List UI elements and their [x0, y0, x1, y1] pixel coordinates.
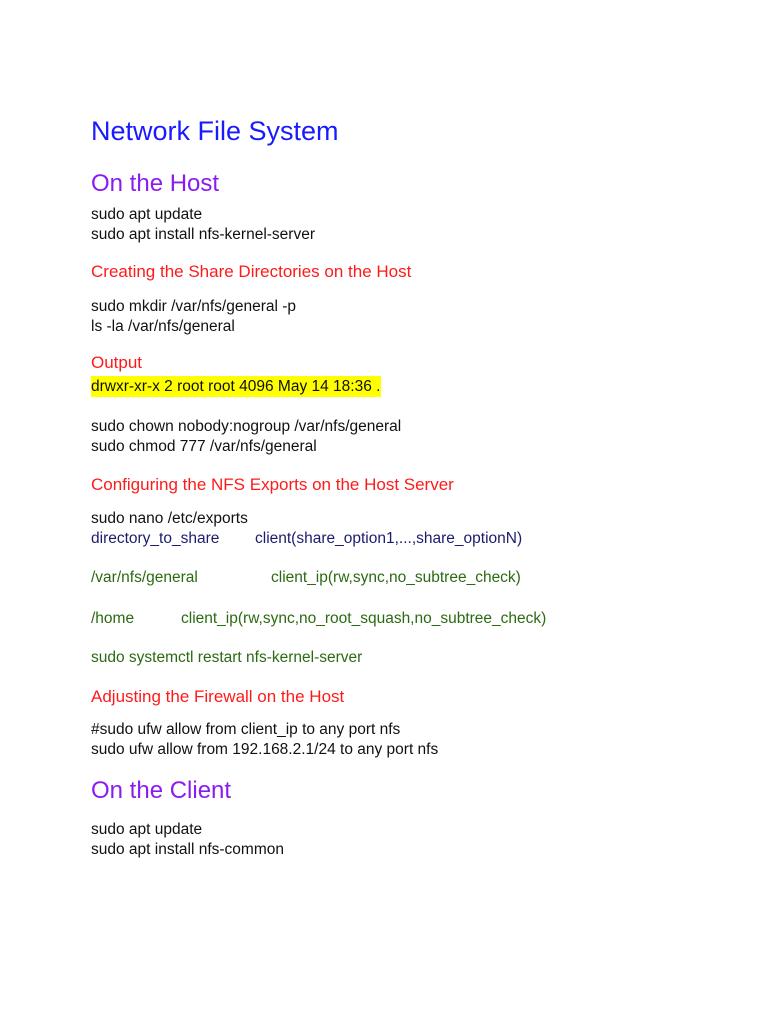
- restart-command: sudo systemctl restart nfs-kernel-server: [91, 649, 363, 666]
- exports-entry-1-options: client_ip(rw,sync,no_subtree_check): [271, 569, 521, 586]
- share-dirs-line-2: ls -la /var/nfs/general: [91, 318, 235, 335]
- client-section-heading: On the Client: [91, 777, 232, 804]
- exports-heading: Configuring the NFS Exports on the Host Server: [91, 475, 454, 494]
- exports-entry-2-dir: /home: [91, 610, 135, 627]
- chmod-line: sudo chmod 777 /var/nfs/general: [91, 438, 317, 455]
- client-line-2: sudo apt install nfs-common: [91, 841, 284, 858]
- firewall-heading: Adjusting the Firewall on the Host: [91, 687, 345, 706]
- exports-template-options: client(share_option1,...,share_optionN): [255, 530, 523, 547]
- firewall-line-1: #sudo ufw allow from client_ip to any port nfs: [91, 721, 401, 738]
- exports-template-dir: directory_to_share: [91, 530, 220, 547]
- highlighted-output-text: drwxr-xr-x 2 root root 4096 May 14 18:36 .: [91, 378, 381, 395]
- exports-entry-2-options: client_ip(rw,sync,no_root_squash,no_subtree_check): [181, 610, 547, 627]
- output-highlighted-line: [91, 379, 381, 395]
- firewall-line-2: sudo ufw allow from 192.168.2.1/24 to any port nfs: [91, 741, 439, 758]
- share-dirs-heading: Creating the Share Directories on the Host: [91, 262, 412, 281]
- chown-line: sudo chown nobody:nogroup /var/nfs/general: [91, 418, 402, 435]
- client-line-1: sudo apt update: [91, 821, 203, 838]
- share-dirs-line-1: sudo mkdir /var/nfs/general -p: [91, 298, 297, 315]
- host-install-line-1: sudo apt update: [91, 206, 203, 223]
- document-title: Network File System: [91, 116, 339, 146]
- host-section-heading: On the Host: [91, 170, 220, 197]
- host-install-line-2: sudo apt install nfs-kernel-server: [91, 226, 315, 243]
- exports-command: sudo nano /etc/exports: [91, 510, 248, 527]
- exports-entry-1-dir: /var/nfs/general: [91, 569, 198, 586]
- output-heading: Output: [91, 353, 143, 372]
